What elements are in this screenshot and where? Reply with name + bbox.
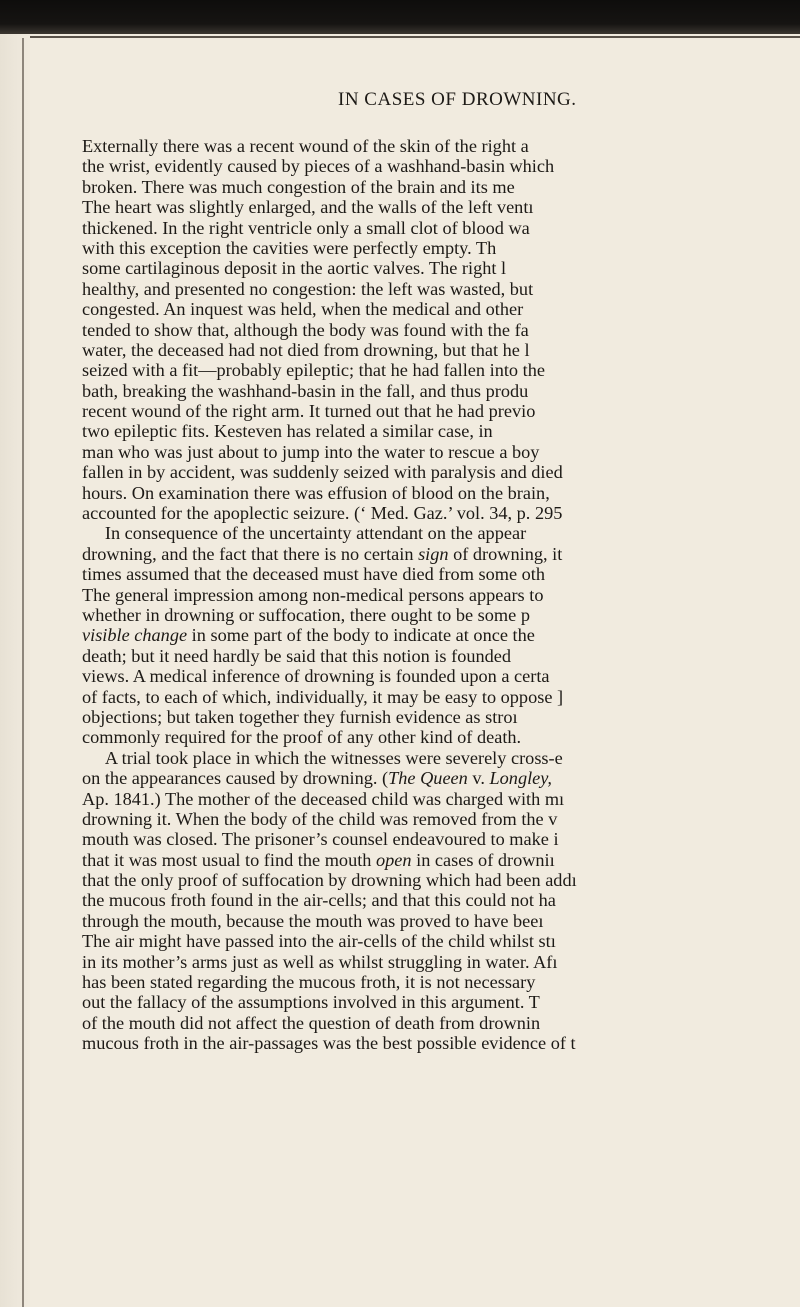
text-segment: times assumed that the deceased must have died from some oth (82, 564, 546, 585)
text-line (82, 564, 800, 584)
italic-text: open (376, 849, 412, 870)
text-line (82, 381, 800, 401)
italic-text: visible change (82, 625, 188, 646)
text-segment: with this exception the cavities were perfectly empty. Th (82, 237, 497, 258)
text-line (82, 687, 800, 707)
italic-text: Longley, (489, 768, 552, 789)
text-segment: drowning, and the fact that there is no certain (82, 543, 419, 564)
text-segment: two epileptic fits. Kesteven has related a similar case, in (82, 421, 493, 442)
text-segment: in cases of drowniı (411, 849, 555, 870)
text-line (82, 625, 800, 645)
text-segment: thickened. In the right ventricle only a small clot of blood wa (82, 217, 530, 238)
text-line (82, 483, 800, 503)
text-segment: that the only proof of suffocation by drowning which had been addı (82, 870, 577, 891)
text-segment: out the fallacy of the assumptions involved in this argument. T (82, 992, 540, 1013)
text-line (82, 1013, 800, 1033)
text-segment: through the mouth, because the mouth was proved to have beeı (82, 910, 544, 931)
text-line (82, 442, 800, 462)
text-line (82, 605, 800, 625)
text-segment: A trial took place in which the witnesses were severely cross-e (82, 747, 563, 768)
text-segment: objections; but taken together they furnish evidence as stroı (82, 706, 518, 727)
italic-text: The Queen (388, 768, 468, 789)
text-segment: some cartilaginous deposit in the aortic valves. The right l (82, 258, 507, 279)
text-segment: seized with a fit—probably epileptic; that he had fallen into the (82, 360, 545, 381)
text-line (82, 258, 800, 278)
text-line (82, 972, 800, 992)
text-line (82, 768, 800, 788)
text-segment: commonly required for the proof of any other kind of death. (82, 727, 522, 748)
text-segment: fallen in by accident, was suddenly seized with paralysis and died (82, 462, 563, 483)
text-segment: accounted for the apoplectic seizure. (‘ Med. Gaz.’ vol. 34, p. 295 (82, 503, 563, 524)
text-segment: In consequence of the uncertainty attendant on the appear (82, 523, 527, 544)
top-rule (30, 36, 800, 38)
text-segment: in its mother’s arms just as well as whilst struggling in water. Afı (82, 951, 558, 972)
text-line (82, 360, 800, 380)
text-line (82, 911, 800, 931)
text-line (82, 238, 800, 258)
text-line (82, 829, 800, 849)
text-line (82, 992, 800, 1012)
text-segment: water, the deceased had not died from drowning, but that he l (82, 339, 530, 360)
binding-gutter (0, 34, 30, 1307)
text-segment: mucous froth in the air-passages was the best possible evidence of t (82, 1033, 576, 1054)
binding-rule (22, 38, 24, 1307)
text-line (82, 850, 800, 870)
text-segment: v. (467, 768, 490, 789)
text-line (82, 931, 800, 951)
text-line (82, 870, 800, 890)
text-segment: on the appearances caused by drowning. ( (82, 768, 389, 789)
text-segment: The heart was slightly enlarged, and the walls of the left ventı (82, 197, 534, 218)
text-segment: views. A medical inference of drowning is founded upon a certa (82, 666, 550, 687)
text-segment: tended to show that, although the body was found with the fa (82, 319, 529, 340)
text-segment: of facts, to each of which, individually, it may be easy to oppose ] (82, 686, 564, 707)
text-line (82, 952, 800, 972)
text-line (82, 177, 800, 197)
text-line (82, 503, 800, 523)
text-segment: healthy, and presented no congestion: the left was wasted, but (82, 278, 534, 299)
text-line (82, 809, 800, 829)
text-segment: The general impression among non-medical persons appears to (82, 584, 544, 605)
text-segment: broken. There was much congestion of the brain and its me (82, 176, 515, 197)
text-segment: death; but it need hardly be said that this notion is founded (82, 645, 512, 666)
text-segment: Ap. 1841.) The mother of the deceased child was charged with mı (82, 788, 565, 809)
text-segment: that it was most usual to find the mouth (82, 849, 376, 870)
text-line (82, 890, 800, 910)
text-line (82, 421, 800, 441)
text-line (82, 320, 800, 340)
text-segment: bath, breaking the washhand-basin in the fall, and thus produ (82, 380, 529, 401)
text-line (82, 156, 800, 176)
text-segment: in some part of the body to indicate at once the (187, 625, 535, 646)
text-segment: drowning it. When the body of the child was removed from the v (82, 808, 558, 829)
italic-text: sign (418, 543, 449, 564)
text-line (82, 666, 800, 686)
running-title: IN CASES OF DROWNING. (338, 89, 577, 110)
text-line (82, 646, 800, 666)
text-line (82, 727, 800, 747)
text-segment: of drowning, it (448, 543, 563, 564)
text-line (82, 340, 800, 360)
text-line (82, 218, 800, 238)
text-segment: recent wound of the right arm. It turned out that he had previo (82, 401, 536, 422)
top-dark-margin (0, 0, 800, 34)
text-segment: The air might have passed into the air-cells of the child whilst stı (82, 931, 556, 952)
text-line (82, 401, 800, 421)
text-segment: mouth was closed. The prisoner’s counsel endeavoured to make i (82, 829, 559, 850)
text-line (82, 748, 800, 768)
text-segment: the mucous froth found in the air-cells; and that this could not ha (82, 890, 556, 911)
text-line (82, 544, 800, 564)
text-line (82, 197, 800, 217)
text-line (82, 279, 800, 299)
text-segment: has been stated regarding the mucous froth, it is not necessary (82, 972, 536, 993)
text-line (82, 299, 800, 319)
text-segment: whether in drowning or suffocation, there ought to be some p (82, 604, 530, 625)
text-segment: congested. An inquest was held, when the medical and other (82, 299, 524, 320)
text-line (82, 523, 800, 543)
text-line (82, 789, 800, 809)
text-segment: Externally there was a recent wound of the skin of the right a (82, 136, 529, 156)
text-line (82, 707, 800, 727)
text-segment: the wrist, evidently caused by pieces of a washhand-basin which (82, 156, 555, 177)
text-segment: man who was just about to jump into the water to rescue a boy (82, 441, 540, 462)
text-line (82, 462, 800, 482)
text-line (82, 1033, 800, 1053)
text-segment: hours. On examination there was effusion of blood on the brain, (82, 482, 550, 503)
page-text (82, 136, 800, 1307)
text-segment: of the mouth did not affect the question of death from drownin (82, 1012, 541, 1033)
text-line (82, 136, 800, 156)
text-line (82, 585, 800, 605)
